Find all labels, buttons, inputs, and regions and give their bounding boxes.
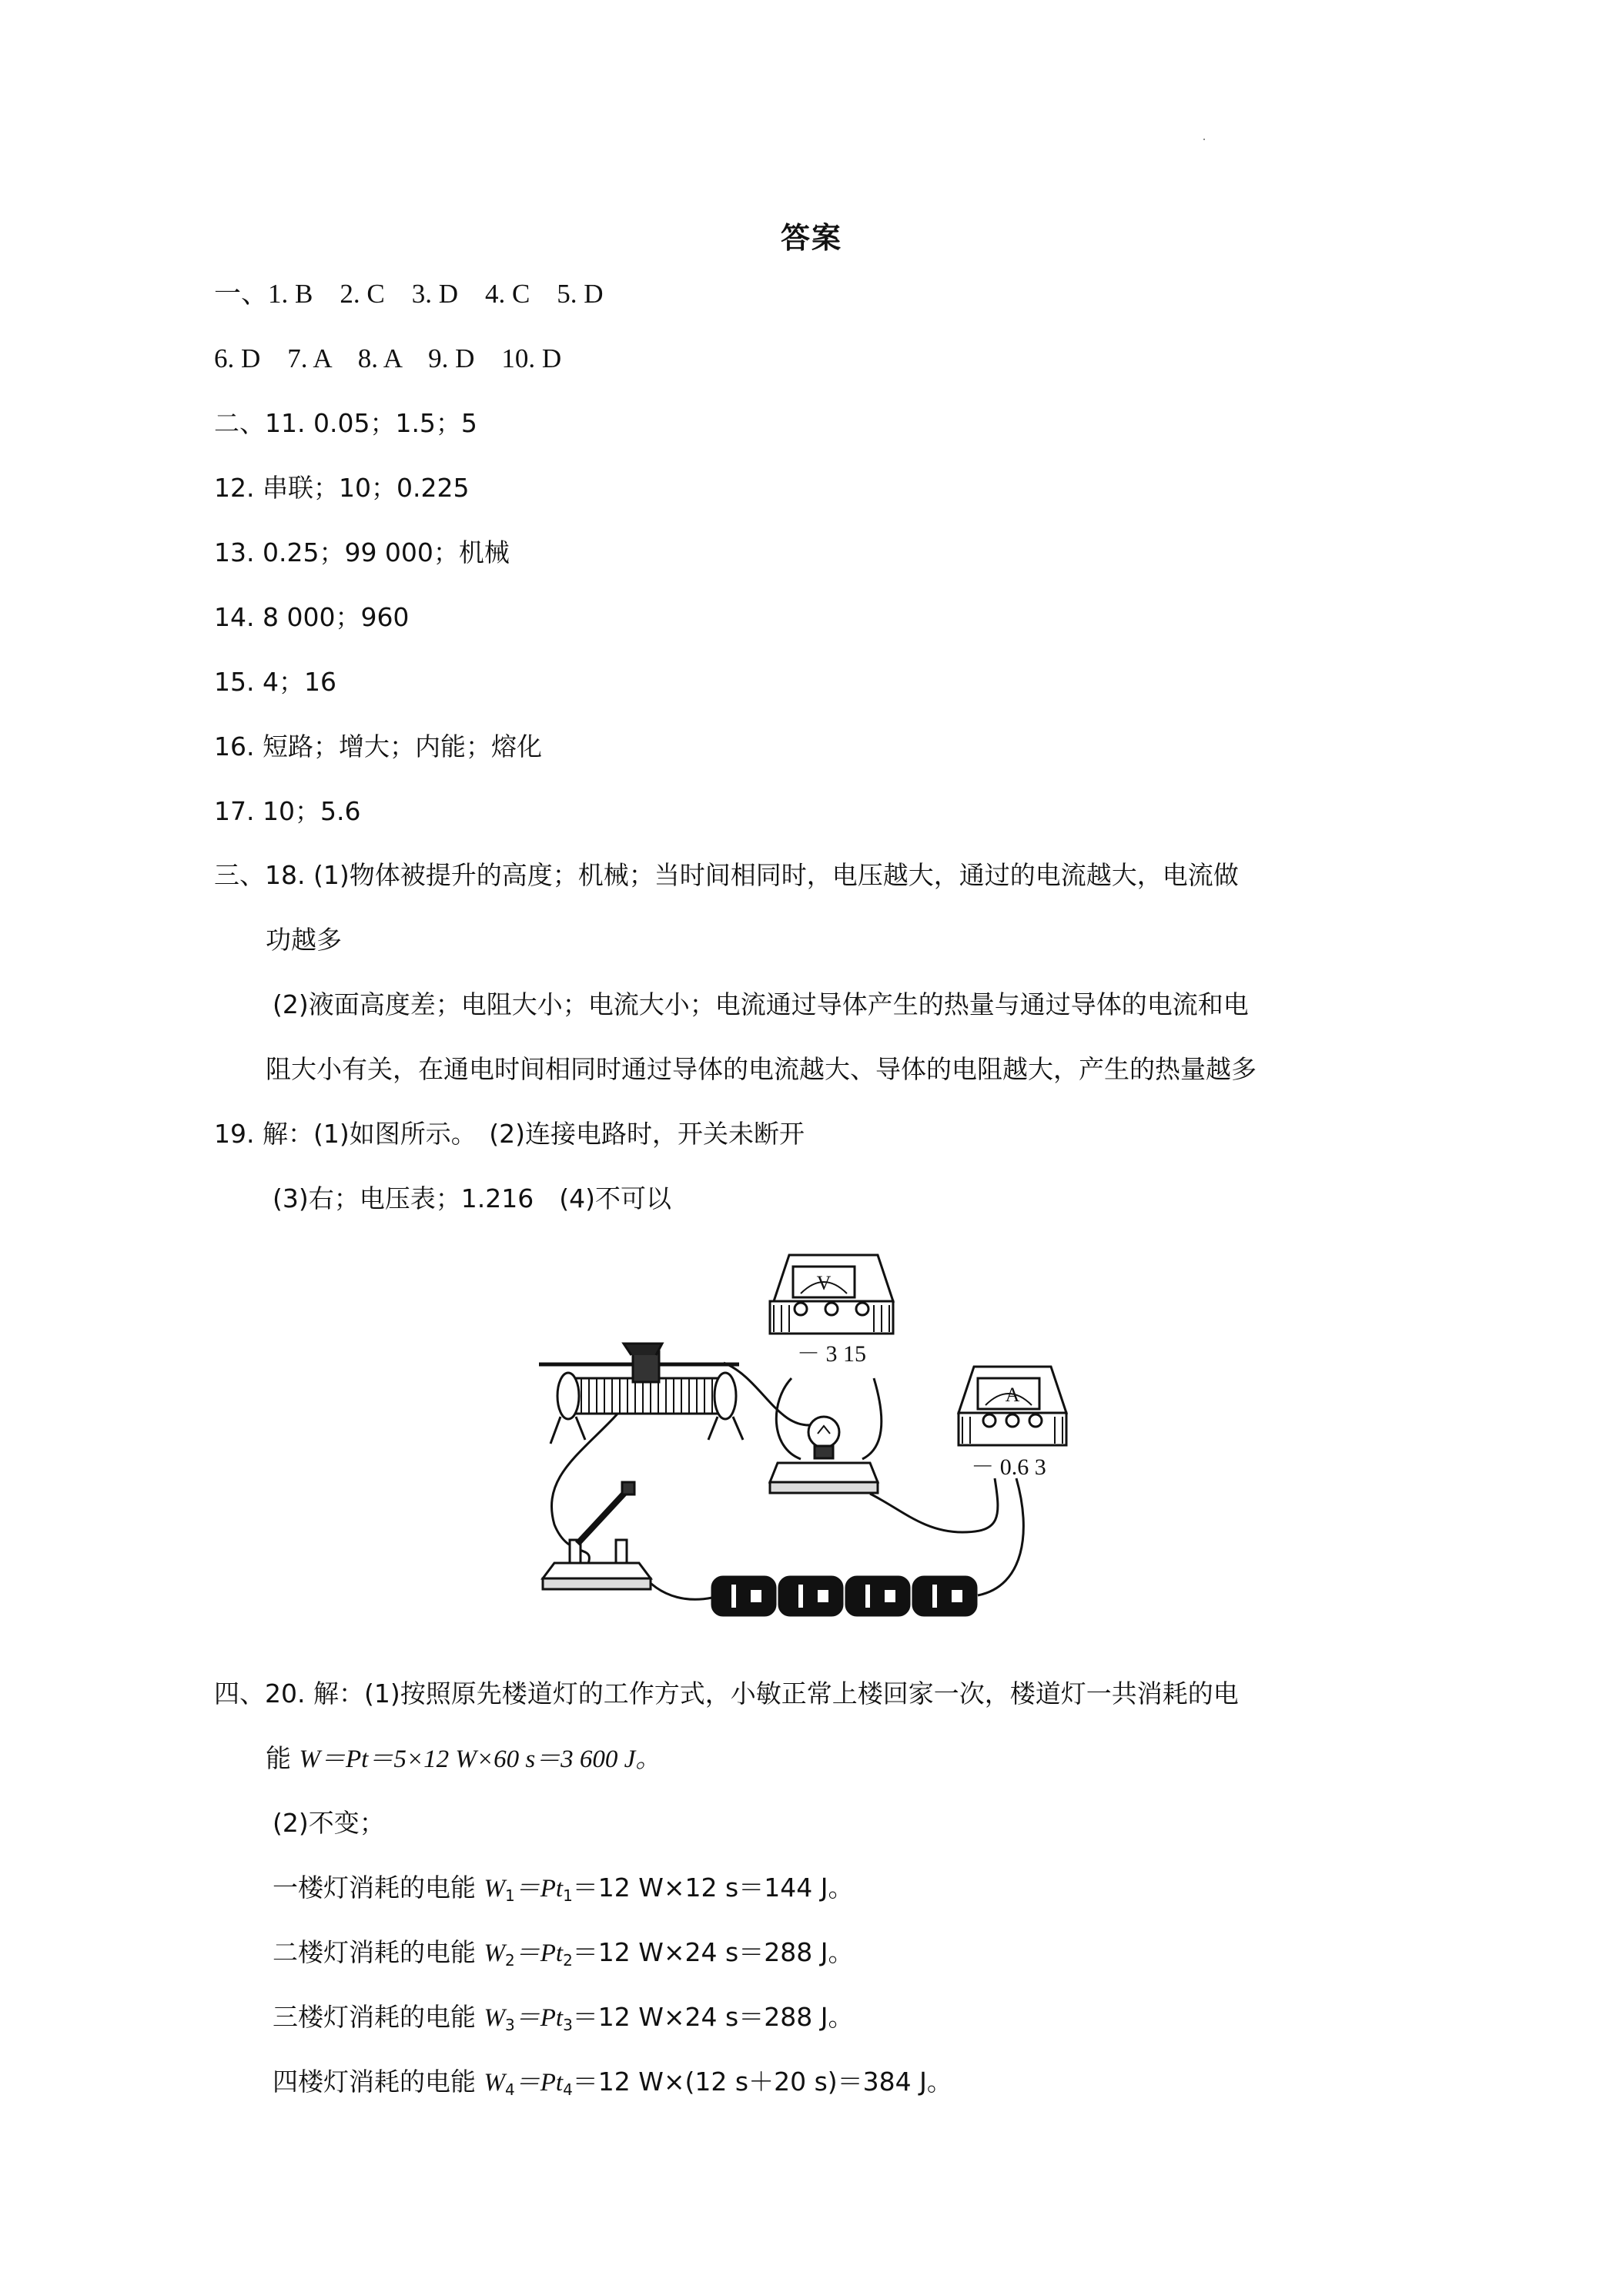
answer-line-20-part1-cont [266, 1743, 661, 1775]
answer-line-15: 15. 4；16 [214, 667, 336, 697]
ammeter-letter: A [1005, 1384, 1020, 1406]
answer-line-20-part2: (2)不变； [273, 1808, 385, 1838]
answer-line-18-part1: 三、18. (1)物体被提升的高度；机械；当时间相同时，电压越大，通过的电流越大，电流做 [214, 860, 1239, 890]
battery-pack [712, 1577, 976, 1615]
voltmeter [770, 1255, 893, 1334]
wire-ammeter-to-battery [978, 1478, 1023, 1595]
answer-line-18-part2-cont: 阻大小有关，在通电时间相同时通过导体的电流越大、导体的电阻越大，产生的热量越多 [266, 1054, 1257, 1084]
rheostat [539, 1344, 743, 1444]
floor-1-energy: 一楼灯消耗的电能 $W_1=Pt_1=12$ W×12 s＝144 J。 [273, 1873, 854, 1905]
answer-line-17: 17. 10；5.6 [214, 796, 361, 826]
voltmeter-letter: V [816, 1272, 832, 1294]
energy-equation: W＝Pt＝5×12 W×60 s＝3 600 J。 [299, 1745, 661, 1773]
speck [1203, 139, 1205, 140]
answer-line-16: 16. 短路；增大；内能；熔化 [214, 731, 542, 761]
floor-3-energy: 三楼灯消耗的电能 $W_3=Pt_3=12$ W×24 s＝288 J。 [273, 2002, 854, 2034]
answer-line-11: 二、11. 0.05；1.5；5 [214, 408, 477, 438]
answer-line-14: 14. 8 000；960 [214, 602, 410, 632]
ammeter-terminal-labels: － 0.6 3 [971, 1454, 1046, 1480]
answer-line-19-part1: 19. 解：(1)如图所示。 (2)连接电路时，开关未断开 [214, 1119, 805, 1149]
wire-rheostat-to-lamp [724, 1363, 816, 1425]
answer-line-18-part2: (2)液面高度差；电阻大小；电流大小；电流通过导体产生的热量与通过导体的电流和电 [273, 989, 1249, 1019]
answer-line-6-10: 6. D 7. A 8. A 9. D 10. D [214, 343, 562, 373]
voltmeter-terminal-labels: － 3 15 [797, 1341, 866, 1367]
circuit-diagram [0, 1240, 1623, 1671]
floor-2-energy: 二楼灯消耗的电能 $W_2=Pt_2=12$ W×24 s＝288 J。 [273, 1937, 854, 1970]
answer-line-1-5: 一、1. B 2. C 3. D 4. C 5. D [214, 279, 604, 309]
energy-label: 能 [266, 1743, 300, 1773]
answer-line-20-part1: 四、20. 解：(1)按照原先楼道灯的工作方式，小敏正常上楼回家一次，楼道灯一共消耗的电 [214, 1678, 1239, 1709]
wire-voltmeter-right [862, 1378, 882, 1459]
wire-lamp-to-ammeter [870, 1478, 998, 1532]
answer-line-13: 13. 0.25；99 000；机械 [214, 537, 510, 567]
ammeter [959, 1367, 1066, 1445]
answer-line-18-part1-cont: 功越多 [266, 925, 342, 955]
floor-4-energy: 四楼灯消耗的电能 $W_4=Pt_4=12$ W×(12 s＋20 s)＝384 J。 [273, 2067, 952, 2099]
page-title: 答案 [780, 221, 842, 255]
lamp [770, 1417, 878, 1493]
answer-line-12: 12. 串联；10；0.225 [214, 473, 470, 503]
answer-line-19-part2: (3)右；电压表；1.216 (4)不可以 [273, 1183, 671, 1213]
